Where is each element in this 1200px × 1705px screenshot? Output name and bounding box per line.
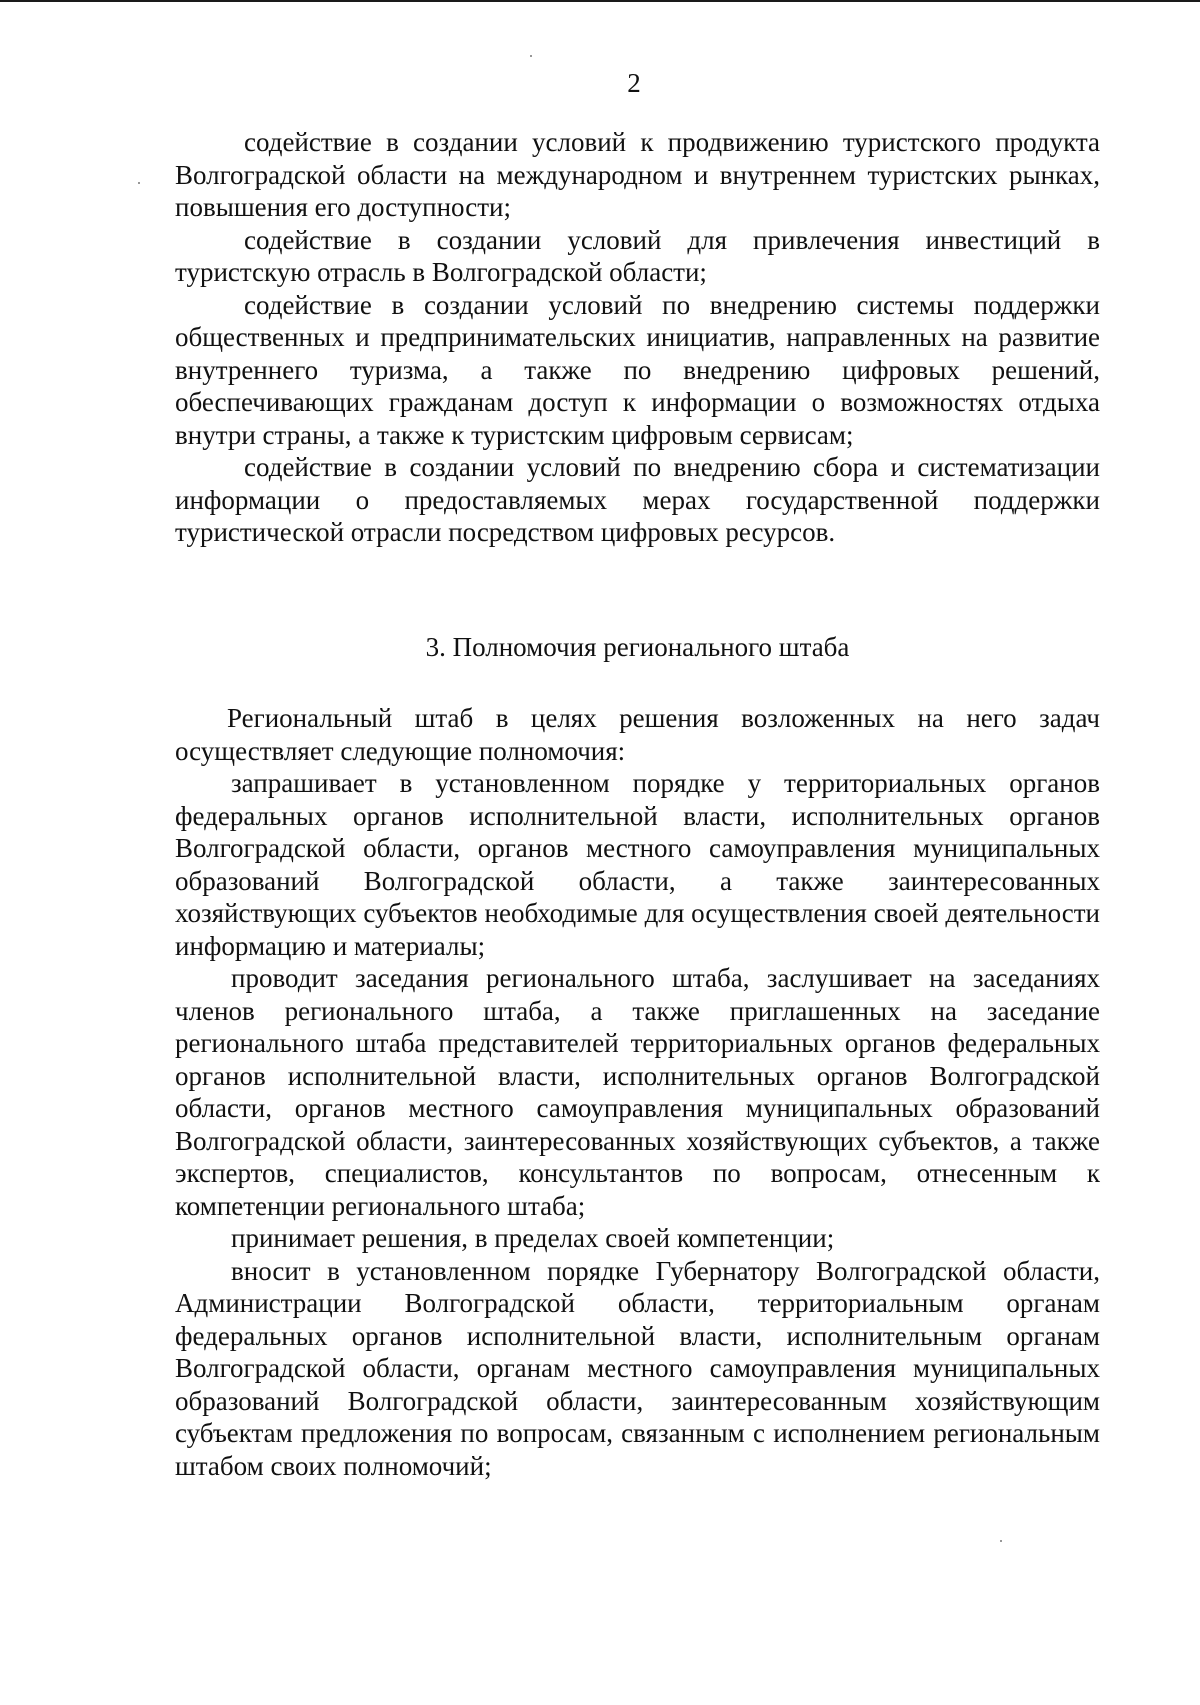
task-paragraph: содействие в создании условий по внедрению системы поддержки общественных и предпринимательских инициатив, направленных на развитие внутреннего туризма, а также по внедрению цифровых решений, обеспечивающих гражданам доступ к информации о возможностях отдыха внутри страны, а также к туристским цифровым сервисам; — [175, 289, 1100, 450]
powers-list — [175, 702, 1100, 1482]
scan-top-edge — [0, 0, 1200, 2]
task-paragraph: содействие в создании условий для привлечения инвестиций в туристскую отрасль в Волгоградской области; — [175, 224, 1100, 287]
powers-intro: Региональный штаб в целях решения возложенных на него задач осуществляет следующие полномочия: — [175, 703, 1100, 766]
scan-speck — [138, 182, 140, 184]
scan-speck — [1000, 1540, 1002, 1542]
task-paragraph: содействие в создании условий по внедрению сбора и систематизации информации о предоставляемых мерах государственной поддержки туристической отрасли посредством цифровых ресурсов. — [175, 452, 1100, 547]
power-paragraph: запрашивает в установленном порядке у территориальных органов федеральных органов исполнительной власти, исполнительных органов Волгоградской области, органов местного самоуправления муниципальных образований Волгоградской области, а также заинтересованных хозяйствующих субъектов необходимые для осуществления своей деятельности информацию и материалы; — [175, 768, 1100, 961]
tasks-list-continued — [175, 126, 1100, 549]
scan-speck — [530, 55, 532, 57]
power-paragraph: проводит заседания регионального штаба, заслушивает на заседаниях членов регионального штаба, а также приглашенных на заседание регионального штаба представителей территориальных органов федеральных органов исполнительной власти, исполнительных органов Волгоградской области, органов местного самоуправления муниципальных образований Волгоградской области, заинтересованных хозяйствующих субъектов, а также экспертов, специалистов, консультантов по вопросам, отнесенным к компетенции регионального штаба; — [175, 963, 1100, 1221]
task-paragraph: содействие в создании условий к продвижению туристского продукта Волгоградской области на международном и внутреннем туристских рынках, повышения его доступности; — [175, 127, 1100, 222]
power-paragraph: принимает решения, в пределах своей компетенции; — [231, 1223, 835, 1253]
page-number: 2 — [627, 68, 641, 98]
section-heading: 3. Полномочия регионального штаба — [425, 632, 850, 662]
power-paragraph: вносит в установленном порядке Губернатору Волгоградской области, Администрации Волгоградской области, территориальным органам федеральных органов исполнительной власти, исполнительным органам Волгоградской области, органам местного самоуправления муниципальных образований Волгоградской области, заинтересованным хозяйствующим субъектам предложения по вопросам, связанным с исполнением региональным штабом своих полномочий; — [175, 1255, 1100, 1481]
